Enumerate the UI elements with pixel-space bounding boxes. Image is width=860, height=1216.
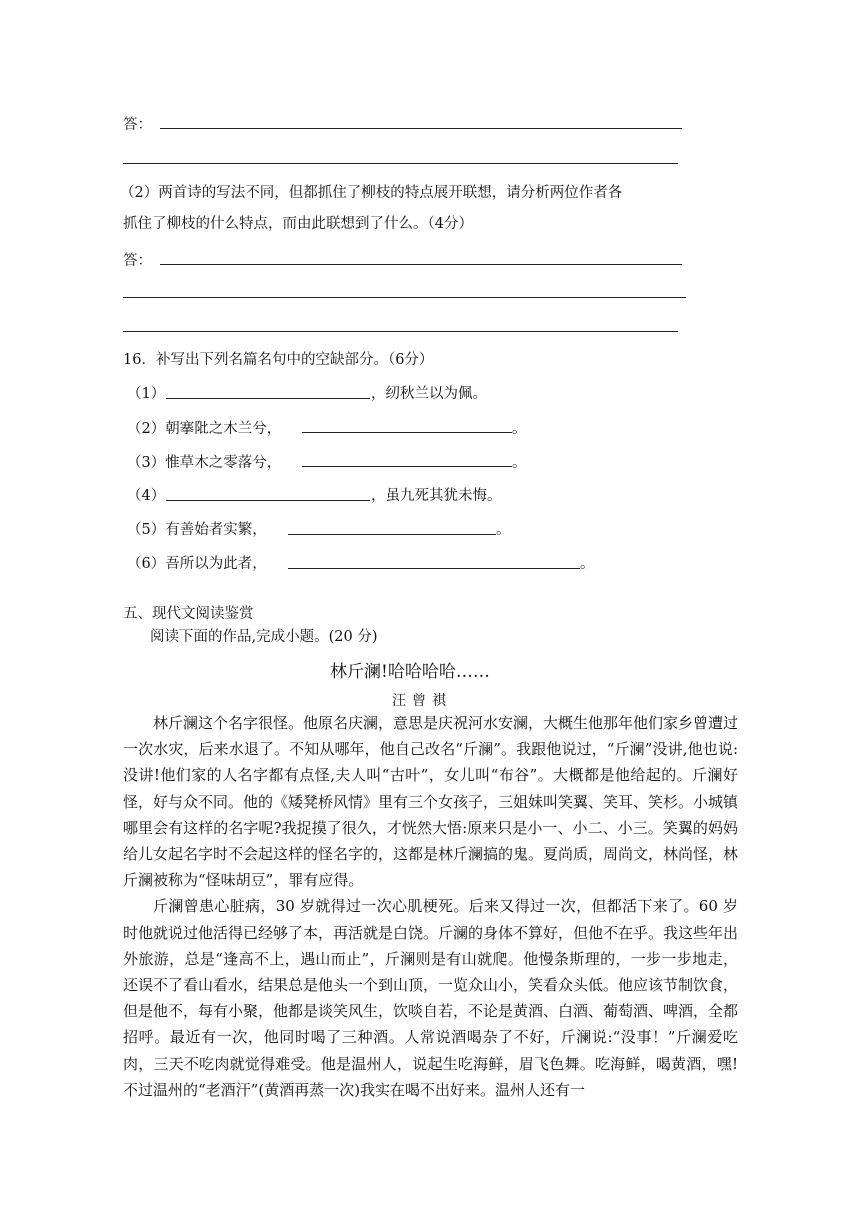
item-suffix: ，纫秋兰以为佩。 (371, 386, 487, 402)
instruction: 阅读下面的作品,完成小题。(20 分) (150, 629, 378, 645)
question-text: （2）两首诗的写法不同，但都抓住了柳枝的特点展开联想，请分析两位作者各 (120, 185, 623, 201)
answer-line (123, 163, 678, 164)
item-suffix: ，虽九死其犹未悔。 (371, 488, 502, 504)
blank-line (288, 534, 496, 535)
answer-line (160, 128, 682, 129)
blank-line (302, 466, 512, 467)
item-suffix: 。 (512, 421, 527, 437)
article-body (123, 710, 738, 1103)
blank-line (166, 398, 370, 399)
blank-line (288, 568, 580, 569)
item-suffix: 。 (496, 522, 511, 538)
item-suffix: 。 (512, 455, 527, 471)
item-prefix: （5）有善始者实繁， (127, 522, 267, 538)
paragraph: 斤澜曾患心脏病，30 岁就得过一次心肌梗死。后来又得过一次，但都活下来了。60 岁时他就说过他活得已经够了本，再活就是白饶。斤澜的身体不算好，但他不在乎。我这些年出外旅游，总是“逢高不上，遇山而止”，斤澜则是有山就爬。他慢条斯理的，一步一步地走，还误不了看山看水，结果总是他头一个到山顶，一览众山小，笑看众头低。他应该节制饮食，但是他不，每有小聚，他都是谈笑风生，饮啖自若，不论是黄酒、白酒、葡萄酒、啤酒，全都招呼。最近有一次，他同时喝了三种酒。人常说酒喝杂了不好，斤澜说:“没事！”斤澜爱吃肉，三天不吃肉就觉得难受。他是温州人，说起生吃海鲜，眉飞色舞。吃海鲜，喝黄酒，嘿!不过温州的“老酒汗”(黄酒再蒸一次)我实在喝不出好来。温州人还有一 (123, 897, 739, 1099)
item-prefix: （2）朝搴阰之木兰兮， (127, 421, 282, 437)
answer-label: 答： (123, 117, 152, 133)
paragraph: 林斤澜这个名字很怪。他原名庆澜，意思是庆祝河水安澜，大概生他那年他们家乡曾遭过一次水灾，后来水退了。不知从哪年，他自己改名“斤澜”。我跟他说过，“斤澜”没讲,他也说:没讲!他们家的人名字都有点怪,夫人叫“古叶”，女儿叫“布谷”。大概都是他给起的。斤澜好怪，好与众不同。他的《矮凳桥风情》里有三个女孩子，三姐妹叫笑翼、笑耳、笑杉。小城镇哪里会有这样的名字呢?我捉摸了很久，才恍然大悟:原来只是小一、小二、小三。笑翼的妈妈给儿女起名字时不会起这样的怪名字的，这都是林斤澜搞的鬼。夏尚质，周尚文，林尚怪，林斤澜被称为“怪味胡豆”，罪有应得。 (123, 714, 739, 890)
blank-line (166, 500, 370, 501)
answer-line (123, 297, 686, 298)
item-prefix: （3）惟草木之零落兮， (127, 455, 282, 471)
question-heading: 16．补写出下列名篇名句中的空缺部分。（6分） (123, 352, 434, 368)
article-title: 林斤澜!哈哈哈哈…… (330, 662, 490, 682)
blank-line (302, 432, 512, 433)
article-author: 汪曾祺 (392, 693, 452, 709)
item-prefix: （6）吾所以为此者， (127, 556, 267, 572)
item-prefix: （1） (127, 386, 166, 402)
question-text: 抓住了柳枝的什么特点，而由此联想到了什么。（4分） (123, 216, 473, 232)
answer-label: 答： (123, 253, 152, 269)
answer-line (160, 264, 682, 265)
answer-line (123, 331, 678, 332)
section-heading: 五、现代文阅读鉴赏 (123, 606, 254, 622)
item-suffix: 。 (580, 556, 595, 572)
item-prefix: （4） (127, 488, 166, 504)
